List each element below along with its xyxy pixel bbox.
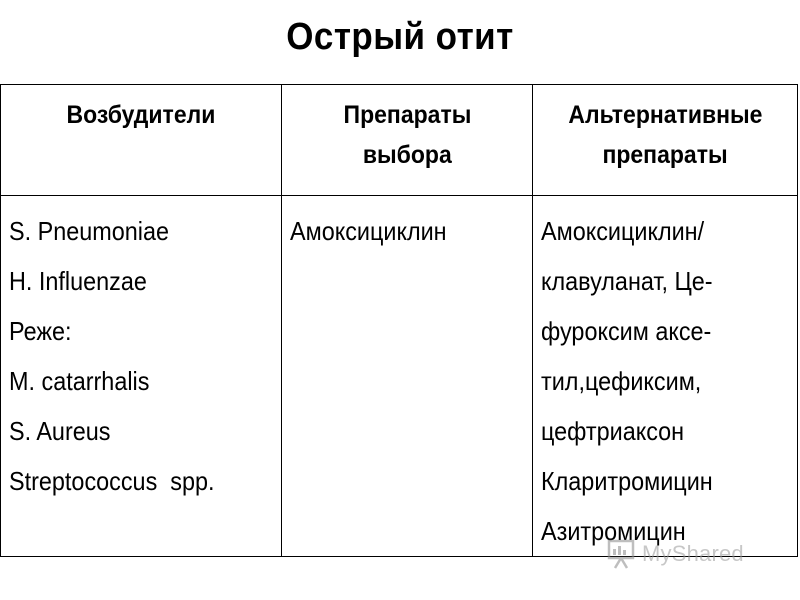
presentation-board-icon [606, 538, 636, 570]
alternative-drug-line: цефтриаксон [541, 416, 685, 446]
alternative-drug-line: тил,цефиксим, [541, 366, 702, 396]
watermark-text: MyShared [642, 541, 744, 566]
table-header-row [1, 85, 798, 196]
cell-pathogens [1, 196, 282, 557]
alternative-drug-line: Кларитромицин [541, 466, 713, 496]
cell-drugs-of-choice [282, 196, 533, 557]
alternative-drug-line: фуроксим аксе- [541, 316, 712, 346]
header-drugs-of-choice-line: выбора [362, 141, 452, 169]
pathogen-item: Streptococcus spp. [9, 466, 215, 496]
header-alternative-drugs-line: Альтернативные [567, 101, 763, 129]
watermark [606, 534, 744, 574]
alternative-drug-line: Азитромицин [541, 516, 686, 546]
alternative-drug-line: клавуланат, Це- [541, 266, 713, 296]
slide-title: Острый отит [286, 16, 514, 58]
header-alternative-drugs-line: препараты [602, 141, 728, 169]
pathogen-item: S. Pneumoniae [9, 216, 170, 246]
pathogen-item: Реже: [9, 316, 72, 346]
header-pathogens-label: Возбудители [66, 101, 216, 129]
pathogen-item: M. catarrhalis [9, 366, 150, 396]
cell-alternative-drugs [533, 196, 798, 557]
pathogen-item: S. Aureus [9, 416, 111, 446]
pathogen-item: H. Influenzae [9, 266, 147, 296]
header-drugs-of-choice [282, 85, 533, 196]
header-pathogens [1, 85, 282, 196]
header-alternative-drugs [533, 85, 798, 196]
treatment-table [0, 84, 798, 557]
alternative-drug-line: Амоксициклин/ [541, 216, 705, 246]
header-drugs-of-choice-line: Препараты [343, 101, 471, 129]
table-row [1, 196, 798, 557]
drug-of-choice-item: Амоксициклин [290, 216, 447, 246]
